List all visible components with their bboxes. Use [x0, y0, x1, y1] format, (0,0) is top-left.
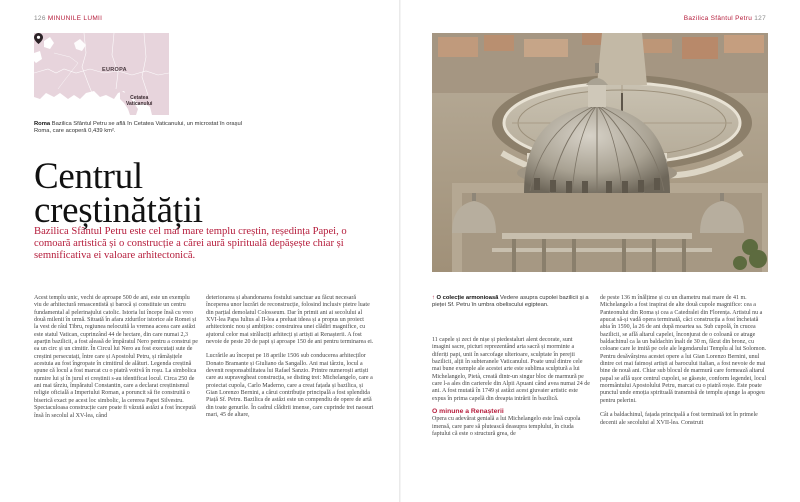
text-column-4	[600, 295, 768, 427]
photo-caption-bold: O colecție armonioasă	[436, 295, 499, 301]
col2-paragraph-1: deteriorarea și abandonarea fostului sanctuar au făcut necesară începerea unor lucrări de reconstrucție, folosind inclusiv pietre luate din parțial demolatul Colosseum. Dar în primii ani ai secolului al XVI-lea Papa Iulius al II-lea a preluat ideea și a propus un proiect arhitectonic nou și ambițios: construirea unei clădiri magnifice, cu ajutorul celor mai străluciți arhitecți și artiști ai Renașterii. A fost nevoie de peste 20 de papi și aproape 150 de ani pentru terminarea ei.	[206, 295, 374, 346]
photo-caption-text: Vedere asupra cupolei bazilicii și a pieței Sf. Petru în umbra obeliscului egiptean.	[432, 295, 589, 308]
left-running-header	[34, 15, 102, 22]
page-gutter	[399, 0, 401, 502]
basilica-illustration	[432, 33, 768, 272]
article-title-line1: Centrul	[34, 156, 143, 197]
col4-paragraph-1: de peste 136 m înălțime și cu un diametru mai mare de 41 m. Michelangelo a fost inspirat de alte două cupole magnifice: cea a Panteonului din Roma și cea a Catedralei din Florența. Artistul nu a apucat să-și vadă opera terminată, căci construcția a fost încheiată abia în 1590, la 26 de ani după moartea sa. Sub cupolă, în crucea bazilicii, se află altarul capelei, înconjurat de o coloană ce atrage baldachinul ca la un baldachin înalt de 30 m, făcut din bronz, cu coloane care le imită pe cele ale legendarului Templu al lui Solomon. Pentru desăvârșirea acestei opere a lui Gian Lorenzo Bernini, unul dintre cei mai faimoși artiști ai barocului italian, a fost nevoie de mai bine de nouă ani. Chiar sub blocul de marmură care formează altarul papal se află ușor centrul cupolei, se găsește, conform legendei, locul mormântului Apostolului Petru, marcat cu o piatră roșie. Este poate punctul unde emoția spirituală transmisă de templu ajunge la apogeu pentru pelerini.	[600, 295, 767, 404]
caption-arrow-icon: ↑	[432, 295, 435, 301]
section-subheading: O minune a Renașterii	[432, 408, 504, 416]
map-label-city-line2: Vaticanului	[126, 100, 153, 107]
map-caption-bold: Roma	[34, 121, 51, 127]
left-page-number: 126	[34, 15, 46, 22]
col3-paragraph-1: 11 capele și zeci de nișe și piedestaluri alent decorate, sunt imagini sacre, picturi reprezentând arta sacră și morminte a diferiți papi, unii în sarcofage ulterioare, sculptate în perejii bazilicii, alții în subteranele Vaticanului. Poate unul dintre cele mai bune exemple ale acestei arte este sublima sculptură a lui Michelangelo, Pietà, creată dintr-un singur bloc de marmură pe care l-a ales din carierele din Alpii Apuani când avea numai 24 de ani. A fost mutată în 1749 și astăzi acest giuvaier artistic este expus în prima capelă din dreapta intrării în bazilică.	[432, 337, 590, 402]
map-label-city	[126, 96, 152, 107]
col3-paragraph-2: Opera cu adevărat genială a lui Michelangelo este însă cupola imensă, care pare să plutească deasupra templului, în ciuda faptului că este o structură grea, de	[432, 416, 581, 438]
article-title	[34, 156, 203, 231]
map-caption	[34, 121, 254, 135]
locator-map	[34, 33, 169, 115]
col1-paragraph-1: Acest templu unic, vechi de aproape 500 de ani, este un exemplu viu de arhitectură renascentistă și barocă și constituie un centru fundamental al pelerinajului catolic. Istoria lui începe însă cu vreo două milenii în urmă. Situată în afara zidurilor istorice ale Romei și la vest de râul Tibru, regiunea nelocuită la vremea aceea care astăzi este statul Vatican, cuprinzând 44 de hectare, din care numai 2,3 aparțin bazilicii, a fost aleasă de împăratul Nero pentru a construi pe ea un circ și un cimitir. În Circul lui Nero au fost executați sute de creștini persecutați, între care și Apostolul Petru, și rămășițele acestuia au fost îngropate în cimitirul de alături. Legenda creștină spune că locul a fost marcat cu o piatră votivă în roșu. La simbolica numire lui și în jurul ei creștinii s-au identificat locul. Circa 250 de ani mai târziu, împăratul Constantin, care a declarat creștinismul religie oficială a Imperiului Roman, a poruncit să fie construită o biserică exact pe acest loc simbolic, la cererea Papei Silvestru. Spectaculoasa construcție care poate fi văzută astăzi a fost începută însă în secolul al XV-lea, când	[34, 295, 198, 419]
map-caption-text: Bazilica Sfântul Petru se află în Cetatea Vaticanului, un microstat în orașul Roma, care acoperă 0,439 km².	[34, 121, 243, 135]
photo-caption	[432, 295, 590, 309]
col2-paragraph-2: Lucrările au început pe 18 aprilie 1506 sub conducerea arhitecților Donato Bramante și Giuliano da Sangallo. Ani mai târziu, locul a devenit responsabilitatea lui Rafael Sanzio. Printre numeroșii artiști care au supravegheat construcția, se disting trei: Michelangelo, care a proiectat cupola, Carlo Maderno, care a creat fațada și bazilica, și Gian Lorenzo Bernini, a cărui contribuție principală a fost splendida Piață Sf. Petru. Bazilica de astăzi este un compendiu de opere de artă din toate genurile. În cadrul clădirii imense, care cuprinde trei naosuri mari, 45 de altare,	[206, 353, 374, 419]
basilica-photo	[432, 33, 768, 272]
article-title-line2: creștinătății	[34, 190, 203, 231]
text-column-3	[432, 337, 590, 438]
map-label-europe: EUROPA	[102, 67, 127, 73]
right-running-header	[684, 15, 766, 22]
location-pin-icon	[34, 33, 43, 44]
right-running-title: Bazilica Sfântul Petru	[683, 15, 753, 22]
article-lead: Bazilica Sfântul Petru este cel mai mare templu creștin, reședința Papei, o comoară artistică și o construcție a cărei aură spirituală depășește chiar și semnificativa ei valoare arhitectonică.	[34, 226, 347, 262]
text-column-2	[206, 295, 376, 420]
left-running-title: MINUNILE LUMII	[47, 15, 103, 22]
col4-paragraph-2: Cât a baldachinul, fațada principală a fost terminată tot în primele decenii ale secolului al XVII-lea. Construit	[600, 412, 758, 426]
map-label-city-line1: Cetatea	[130, 95, 149, 101]
text-column-1	[34, 295, 198, 420]
right-page-number: 127	[754, 15, 766, 22]
